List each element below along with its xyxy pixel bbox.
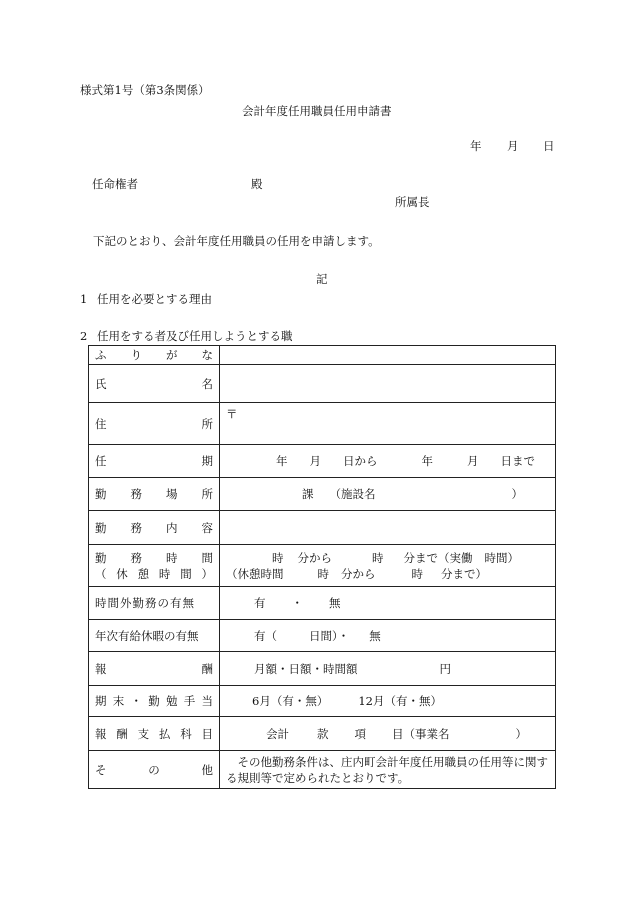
section-2-number: 2	[80, 329, 88, 343]
overtime-yes[interactable]: 有	[254, 596, 266, 610]
row-workplace	[89, 478, 556, 511]
date-year: 年	[470, 139, 482, 153]
label-char: 末	[112, 694, 125, 708]
account-kou: 項	[354, 726, 366, 741]
pay-type: 月額・日額・時間額	[254, 661, 358, 676]
row-overtime	[89, 587, 556, 620]
term-start-month: 月	[309, 454, 321, 468]
label-term	[89, 445, 220, 478]
office-head: 所属長	[395, 195, 430, 209]
label-char: 勤	[148, 694, 160, 708]
label-char: ・	[130, 694, 142, 708]
label-char: 時	[166, 550, 178, 565]
row-name	[89, 365, 556, 403]
label-address	[89, 403, 220, 445]
label-char: （	[95, 566, 107, 581]
account-field[interactable]	[220, 717, 556, 751]
row-duties	[89, 511, 556, 545]
term-field[interactable]	[220, 445, 556, 478]
account-kaikei: 会計	[266, 726, 289, 741]
label-char: 任	[95, 454, 107, 468]
label-char: 酬	[201, 661, 213, 676]
label-char: 務	[130, 550, 142, 565]
label-char: 他	[201, 762, 213, 777]
label-char: 務	[130, 487, 142, 501]
section-2-title: 任用をする者及び任用しようとする職	[97, 329, 293, 343]
workplace-close: ）	[511, 487, 523, 501]
address-field[interactable]	[220, 403, 556, 445]
name-field[interactable]	[220, 365, 556, 403]
label-char: 時	[158, 566, 171, 581]
bonus-june[interactable]: 6月（有・無）	[252, 694, 329, 708]
label-char: 勤	[95, 520, 107, 535]
other-conditions-text: その他勤務条件は、庄内町会計年度任用職員の任用等に関する規則等で定められたとおりです。	[220, 751, 556, 789]
honorific: 殿	[251, 177, 263, 191]
date-month: 月	[507, 139, 519, 153]
overtime-no[interactable]: 無	[329, 596, 341, 610]
label-char: 務	[130, 520, 142, 535]
furigana-field[interactable]	[220, 346, 556, 365]
break-end-min: 分まで）	[441, 566, 487, 581]
label-hours	[89, 545, 220, 587]
hours-end-hour: 時	[372, 550, 384, 565]
label-char: 間	[180, 566, 192, 581]
section-1-number: 1	[80, 292, 88, 306]
label-char: 手	[183, 694, 196, 708]
postal-mark: 〒	[226, 407, 238, 421]
label-char: 休	[116, 566, 128, 581]
label-bonus	[89, 686, 220, 717]
break-label: （休憩時間	[226, 566, 284, 581]
ki-heading: 記	[316, 272, 328, 286]
intro-text: 下記のとおり、会計年度任用職員の任用を申請します。	[93, 234, 380, 248]
hours-start-hour: 時	[272, 550, 284, 565]
label-char: 憩	[137, 566, 150, 581]
label-leave: 年次有給休暇の有無	[89, 620, 220, 652]
label-char: 名	[201, 376, 213, 391]
label-char: 報	[95, 661, 107, 676]
term-start-year: 年	[276, 454, 288, 468]
label-char: の	[148, 762, 160, 777]
label-char: 勉	[166, 694, 178, 708]
label-char: 住	[95, 416, 107, 431]
label-char: ふ	[95, 348, 107, 362]
row-leave	[89, 620, 556, 652]
label-char: 勤	[95, 487, 107, 501]
label-char: 場	[166, 487, 178, 501]
label-char: 払	[158, 726, 171, 741]
label-char: が	[166, 348, 178, 362]
break-start-min: 分から	[341, 566, 376, 581]
overtime-field[interactable]	[220, 587, 556, 620]
workplace-section: 課	[302, 487, 314, 501]
bonus-field[interactable]	[220, 686, 556, 717]
term-end-day: 日まで	[500, 454, 535, 468]
term-end-year: 年	[421, 454, 433, 468]
row-bonus	[89, 686, 556, 717]
label-char: ）	[201, 566, 213, 581]
label-char: 所	[201, 416, 213, 431]
pay-yen: 円	[439, 661, 451, 676]
label-char: 所	[201, 487, 213, 501]
label-furigana	[89, 346, 220, 365]
label-char: り	[130, 348, 142, 362]
break-start-hour: 時	[317, 566, 329, 581]
workplace-facility: （施設名	[329, 487, 376, 501]
date-day: 日	[543, 139, 555, 153]
label-char: 間	[201, 550, 213, 565]
label-char: 内	[166, 520, 178, 535]
bonus-december[interactable]: 12月（有・無）	[358, 694, 442, 708]
duties-field[interactable]	[220, 511, 556, 545]
label-char: な	[201, 348, 213, 362]
overtime-separator: ・	[291, 596, 303, 610]
hours-field[interactable]	[220, 545, 556, 587]
label-char: 科	[180, 726, 192, 741]
hours-start-min: 分から	[297, 550, 332, 565]
leave-yes[interactable]: 有（	[254, 628, 277, 643]
workplace-field[interactable]	[220, 478, 556, 511]
hours-end-min: 分まで（実働	[403, 550, 473, 565]
document-title: 会計年度任用職員任用申請書	[242, 104, 392, 118]
hours-actual: 時間）	[484, 550, 519, 565]
label-char: 当	[201, 694, 213, 708]
leave-days: 日間）・	[309, 628, 350, 643]
label-char: 氏	[95, 376, 107, 391]
row-account	[89, 717, 556, 751]
row-furigana	[89, 346, 556, 365]
account-close: ）	[515, 726, 527, 741]
label-char: 目	[201, 726, 213, 741]
pay-field[interactable]	[220, 652, 556, 686]
break-end-hour: 時	[411, 566, 423, 581]
label-char: 支	[137, 726, 150, 741]
term-end-month: 月	[467, 454, 479, 468]
row-term	[89, 445, 556, 478]
row-address	[89, 403, 556, 445]
row-other	[89, 751, 556, 789]
label-char: 容	[201, 520, 213, 535]
section-1-title: 任用を必要とする理由	[97, 292, 212, 306]
account-moku: 目（事業名	[392, 726, 450, 741]
label-char: 期	[201, 454, 213, 468]
label-duties	[89, 511, 220, 545]
account-kan: 款	[317, 726, 329, 741]
row-hours	[89, 545, 556, 587]
label-name	[89, 365, 220, 403]
label-workplace	[89, 478, 220, 511]
label-char: そ	[95, 762, 107, 777]
leave-field[interactable]	[220, 620, 556, 652]
leave-no[interactable]: 無	[369, 628, 381, 643]
appointment-form-table	[88, 345, 556, 789]
label-char: 期	[95, 694, 107, 708]
term-start-day: 日から	[343, 454, 378, 468]
appointing-authority: 任命権者	[92, 177, 138, 191]
label-char: 勤	[95, 550, 107, 565]
label-char: 酬	[116, 726, 128, 741]
label-account	[89, 717, 220, 751]
label-char: 報	[95, 726, 107, 741]
row-pay	[89, 652, 556, 686]
label-other	[89, 751, 220, 789]
form-number: 様式第1号（第3条関係）	[80, 83, 210, 97]
label-pay	[89, 652, 220, 686]
label-overtime: 時間外勤務の有無	[89, 587, 220, 620]
